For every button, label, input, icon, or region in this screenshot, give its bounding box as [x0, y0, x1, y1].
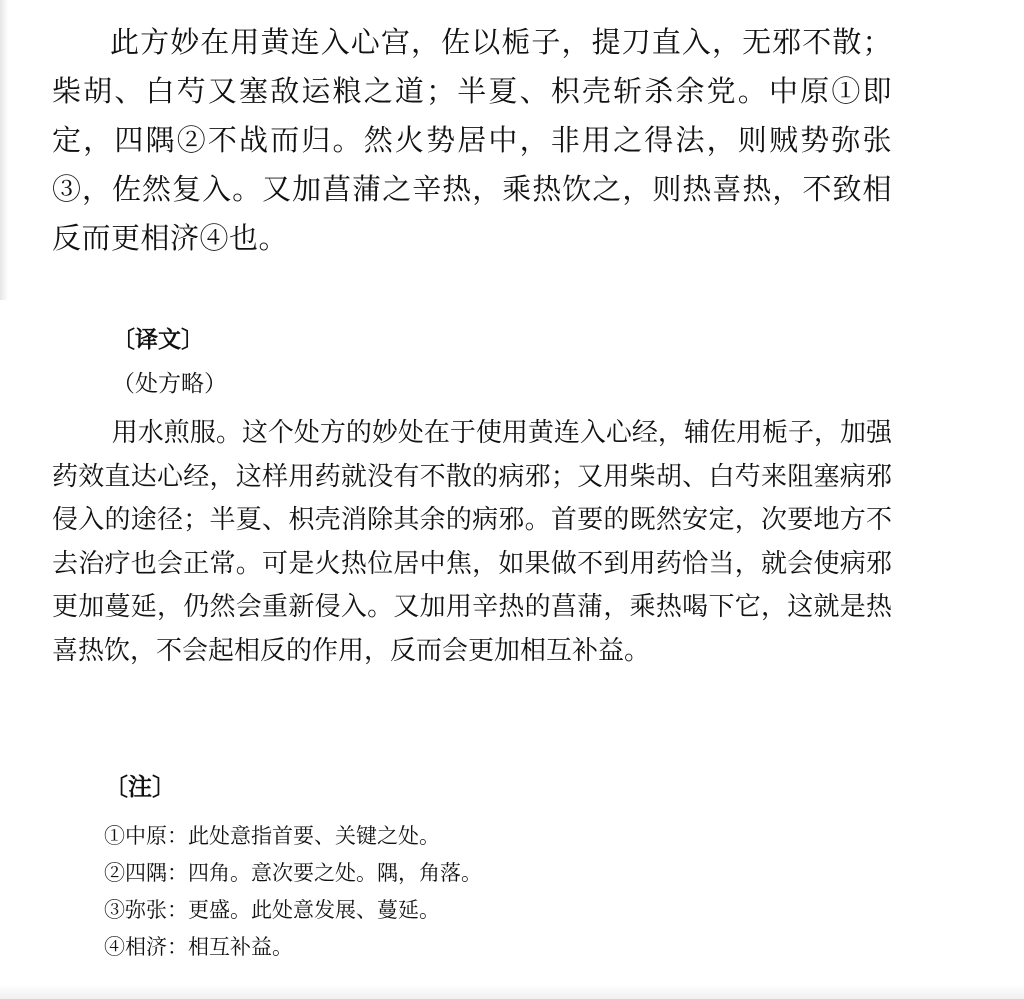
scan-edge-shadow — [0, 0, 8, 300]
note-item: ③弥张：更盛。此处意发展、蔓延。 — [104, 898, 440, 922]
translation-paragraph: 用水煎服。这个处方的妙处在于使用黄连入心经，辅佐用栀子，加强药效直达心经，这样用药就没有不散的病邪；又用柴胡、白芍来阻塞病邪侵入的途径；半夏、枳壳消除其余的病邪。首要的既然安定，次要地方不去治疗也会正常。可是火热位居中焦，如果做不到用药恰当，就会使病邪更加蔓延，仍然会重新侵入。又加用辛热的菖蒲，乘热喝下它，这就是热喜热饮，不会起相反的作用，反而会更加相互补益。 — [52, 418, 892, 666]
note-item: ④相济：相互补益。 — [104, 935, 293, 959]
notes-list — [104, 818, 482, 966]
prescription-note: （处方略） — [112, 371, 227, 397]
original-text-paragraph: 此方妙在用黄连入心宫，佐以栀子，提刀直入，无邪不散；柴胡、白芍又塞敌运粮之道；半夏、枳壳斩杀余党。中原①即定，四隅②不战而归。然火势居中，非用之得法，则贼势弥张③，佐然复入。又加菖蒲之辛热，乘热饮之，则热喜热，不致相反而更相济④也。 — [52, 25, 892, 255]
note-item: ①中原：此处意指首要、关键之处。 — [104, 824, 440, 848]
note-item: ②四隅：四角。意次要之处。隅，角落。 — [104, 861, 482, 885]
scan-bottom-edge — [0, 985, 1024, 999]
translation-heading: 〔译文〕 — [112, 326, 204, 353]
notes-heading: 〔注〕 — [104, 772, 176, 801]
